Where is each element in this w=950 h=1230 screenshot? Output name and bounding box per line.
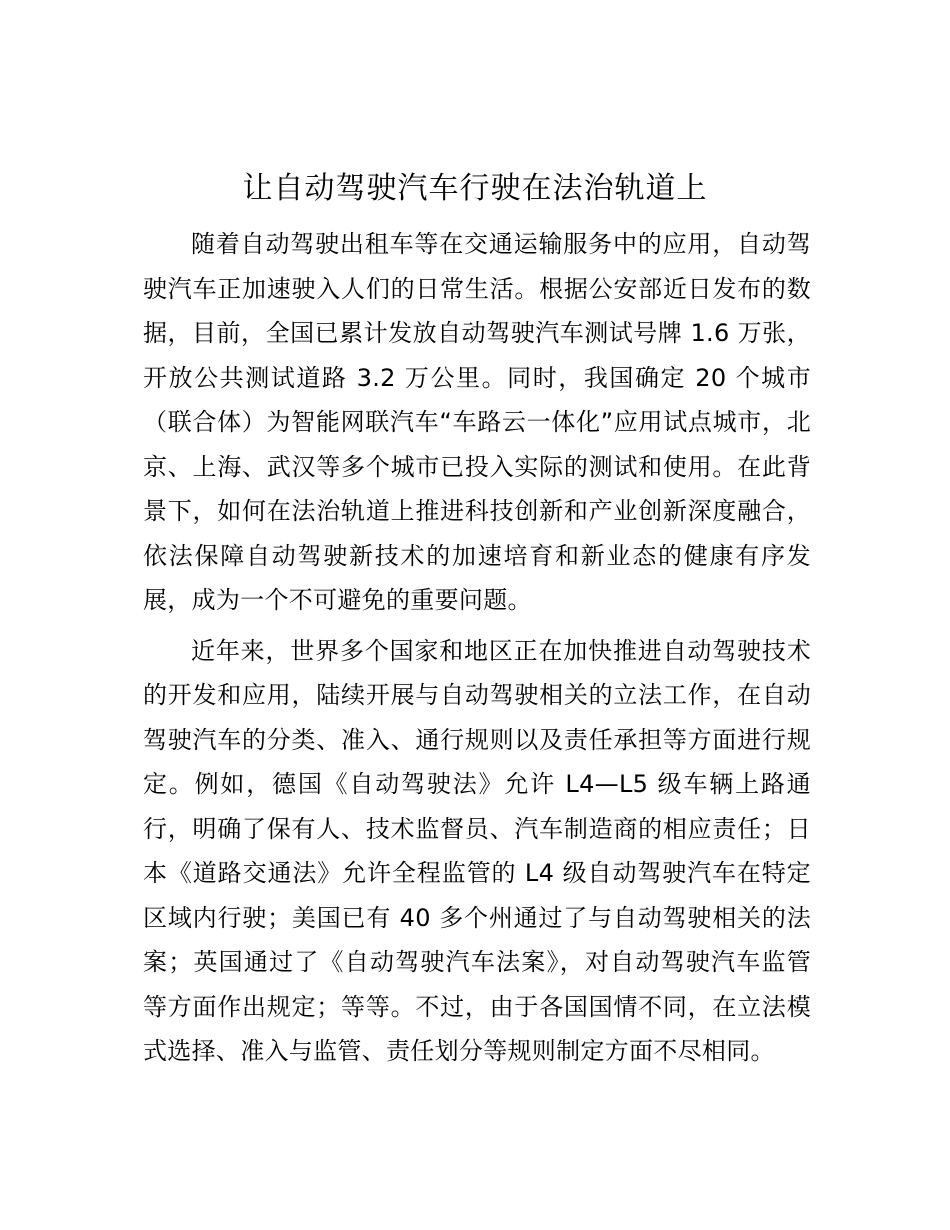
- paragraph-2: 近年来，世界多个国家和地区正在加快推进自动驾驶技术的开发和应用，陆续开展与自动驾驶相关的立法工作，在自动驾驶汽车的分类、准入、通行规则以及责任承担等方面进行规定。例如，德国《自动驾驶法》允许 L4—L5 级车辆上路通行，明确了保有人、技术监督员、汽车制造商的相应责任；日本《道路交通法》允许全程监管的 L4 级自动驾驶汽车在特定区域内行驶；美国已有 40 多个州通过了与自动驾驶相关的法案；英国通过了《自动驾驶汽车法案》，对自动驾驶汽车监管等方面作出规定；等等。不过，由于各国国情不同，在立法模式选择、准入与监管、责任划分等规则制定方面不尽相同。: [143, 636, 811, 1065]
- paragraph-1: 随着自动驾驶出租车等在交通运输服务中的应用，自动驾驶汽车正加速驶入人们的日常生活。根据公安部近日发布的数据，目前，全国已累计发放自动驾驶汽车测试号牌 1.6 万张，开放公共测试道路 3.2 万公里。同时，我国确定 20 个城市（联合体）为智能网联汽车“车路云一体化”应用试点城市，北京、上海、武汉等多个城市已投入实际的测试和使用。在此背景下，如何在法治轨道上推进科技创新和产业创新深度融合，依法保障自动驾驶新技术的加速培育和新业态的健康有序发展，成为一个不可避免的重要问题。: [143, 230, 811, 614]
- article-body: [143, 222, 811, 1080]
- document-title: 让自动驾驶汽车行驶在法治轨道上: [242, 171, 708, 206]
